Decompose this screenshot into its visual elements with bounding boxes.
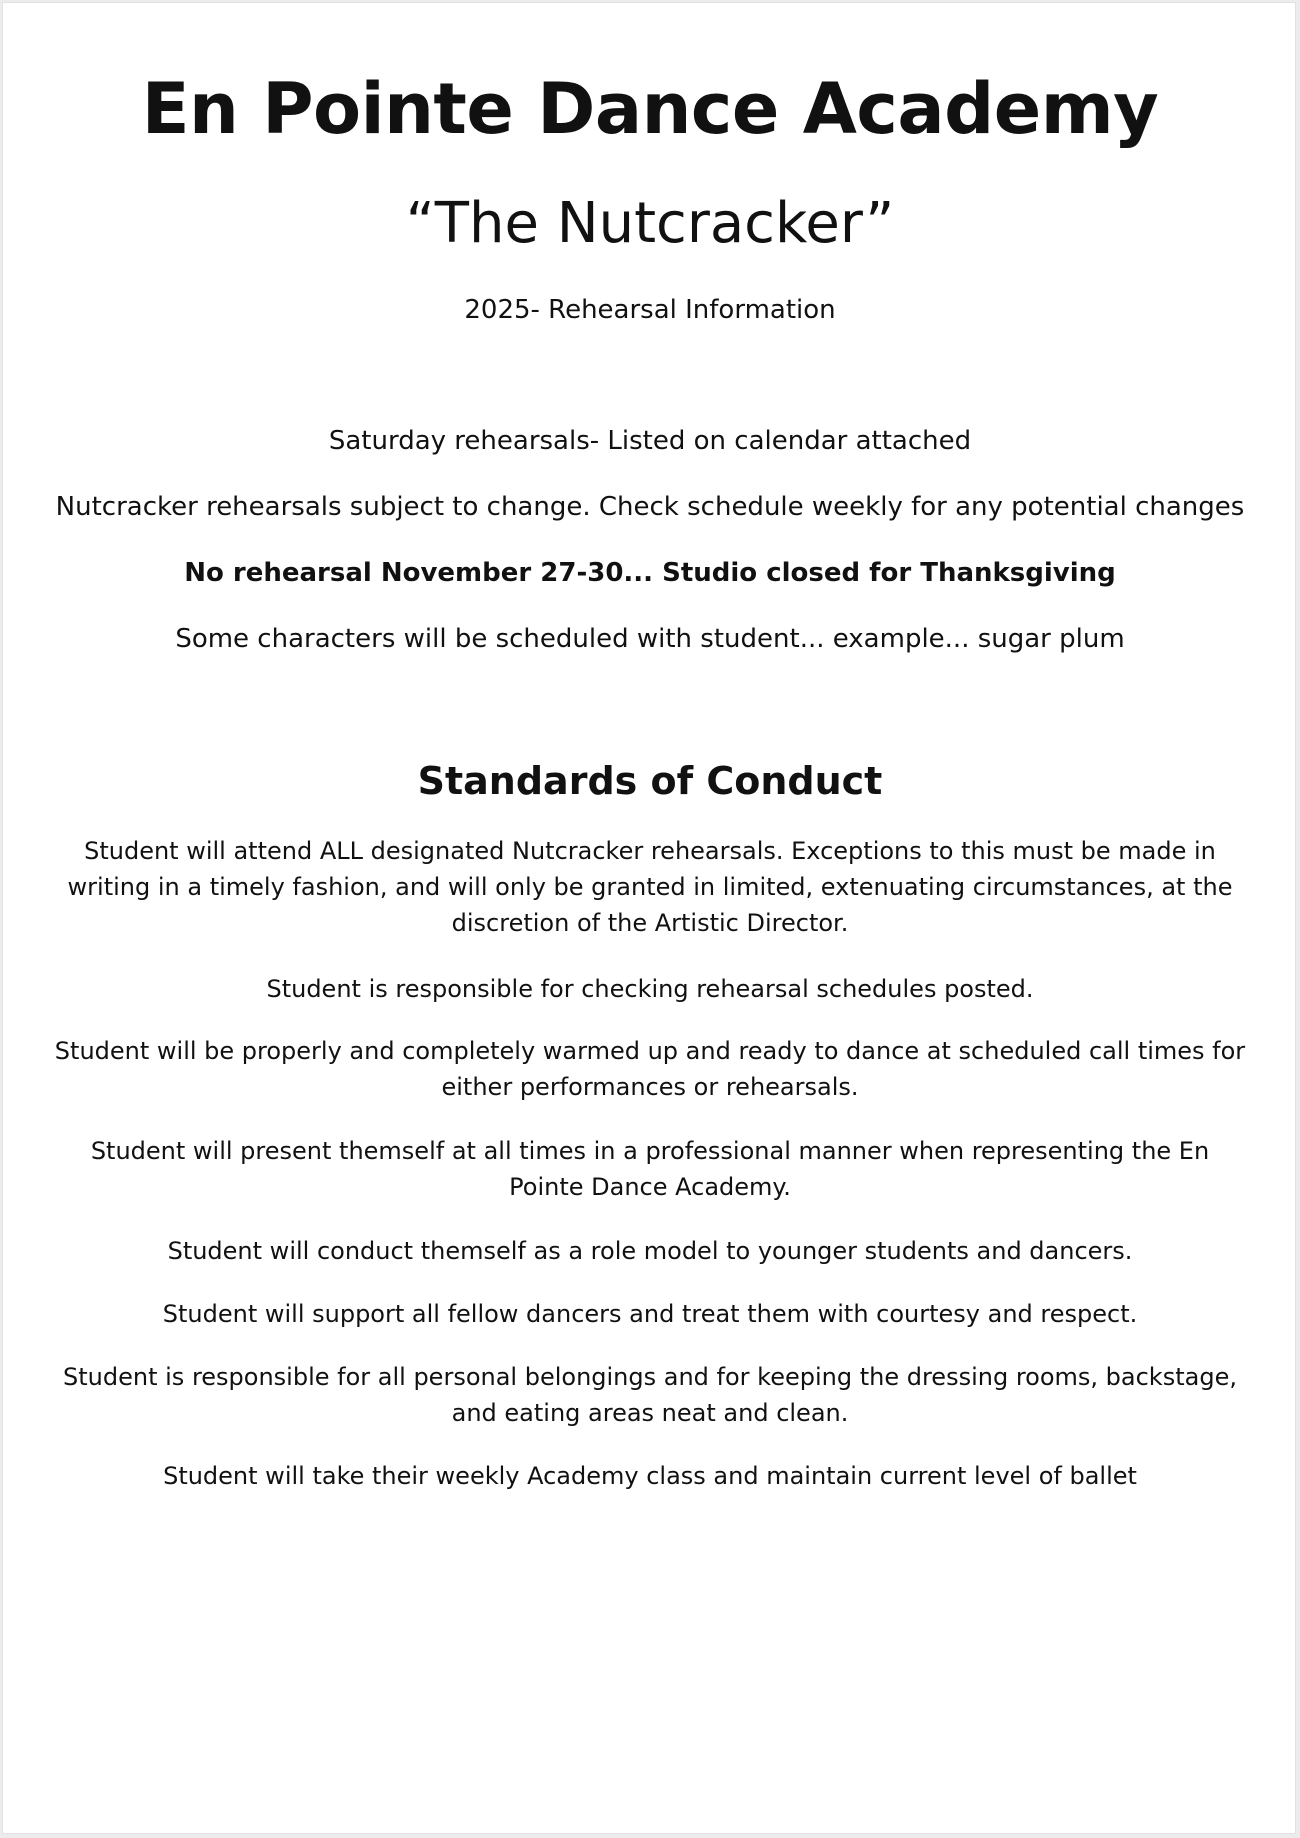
show-title: “The Nutcracker”: [405, 191, 895, 256]
academy-title: En Pointe Dance Academy: [141, 68, 1159, 150]
standard-item: Student is responsible for all personal belongings and for keeping the dressing rooms, backstage, and eating areas neat and clean.: [63, 1363, 1237, 1427]
document-page: [2, 2, 1296, 1834]
standard-item: Student will support all fellow dancers and treat them with courtesy and respect.: [162, 1300, 1138, 1328]
standards-heading: Standards of Conduct: [417, 759, 883, 803]
standard-item: Student is responsible for checking rehearsal schedules posted.: [266, 975, 1034, 1003]
standard-item: Student will be properly and completely warmed up and ready to dance at scheduled call times for either performances or rehearsals.: [54, 1037, 1246, 1101]
rehearsal-info-saturday: Saturday rehearsals- Listed on calendar attached: [328, 426, 972, 456]
standard-item: Student will conduct themself as a role model to younger students and dancers.: [167, 1237, 1133, 1265]
standard-item: Student will take their weekly Academy class and maintain current level of ballet: [163, 1462, 1137, 1490]
standard-item: Student will present themself at all times in a professional manner when representing the En Pointe Dance Academy.: [90, 1137, 1210, 1201]
rehearsal-subtitle: 2025- Rehearsal Information: [464, 295, 836, 325]
rehearsal-info-thanksgiving: No rehearsal November 27-30... Studio closed for Thanksgiving: [184, 558, 1116, 588]
rehearsal-info-characters: Some characters will be scheduled with student... example... sugar plum: [175, 624, 1125, 654]
standard-item: Student will attend ALL designated Nutcracker rehearsals. Exceptions to this must be made in writing in a timely fashion, and will only be granted in limited, extenuating circumstances, at the discretion of the Artistic Director.: [67, 837, 1233, 937]
rehearsal-info-schedule-change: Nutcracker rehearsals subject to change. Check schedule weekly for any potential changes: [55, 492, 1245, 522]
